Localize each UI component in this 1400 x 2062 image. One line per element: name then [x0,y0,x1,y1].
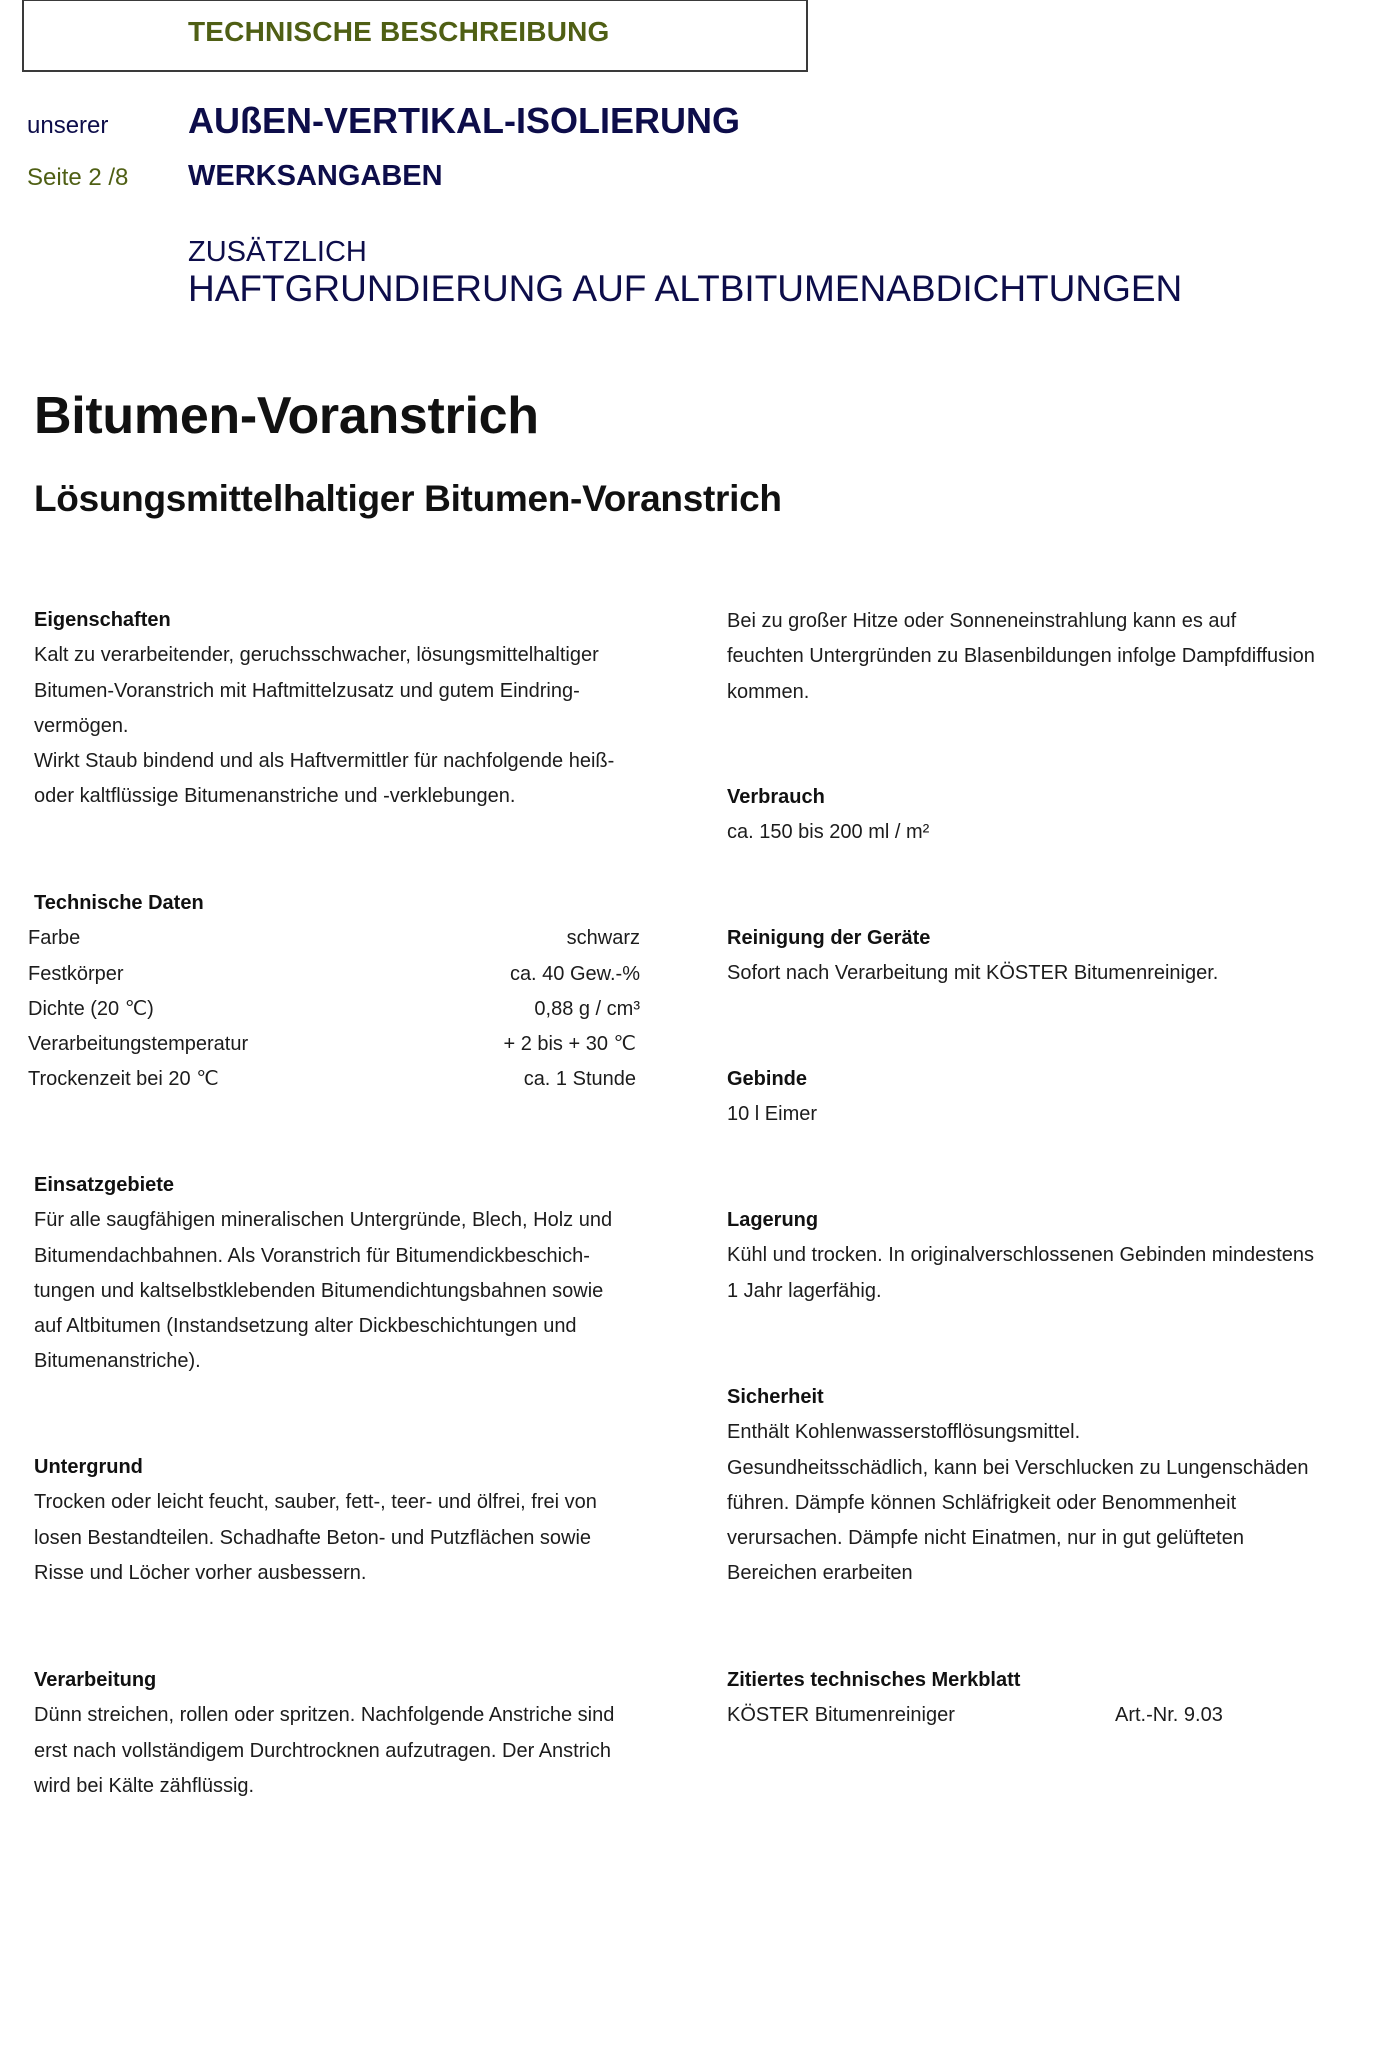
section-heading: Gebinde [727,1068,808,1090]
section-heading: Sicherheit [727,1386,824,1408]
row-value: ca. 1 Stunde [523,1068,636,1091]
text-line: verursachen. Dämpfe nicht Einatmen, nur in gut gelüfteten [727,1527,1244,1550]
subtitle: WERKSANGABEN [188,160,443,192]
text-line: 1 Jahr lagerfähig. [727,1279,882,1302]
text-line: Bereichen erarbeiten [727,1562,913,1585]
document-type-title: TECHNISCHE BESCHREIBUNG [188,16,610,47]
text-line: ca. 150 bis 200 ml / m² [727,821,930,844]
text-line: Gesundheitsschädlich, kann bei Verschlucken zu Lungenschäden [727,1456,1309,1479]
technical-data-table [28,886,640,1098]
product-subtitle: Lösungsmittelhaltiger Bitumen-Voranstrich [34,478,782,519]
section-lagerung [727,1203,1314,1309]
row-value: ca. 40 Gew.-% [509,962,640,985]
section-heading: Reinigung der Geräte [727,927,931,949]
text-line: Trocken oder leicht feucht, sauber, fett-, teer- und ölfrei, frei von [34,1491,597,1514]
row-value: schwarz [566,927,640,950]
section-heading: Technische Daten [34,892,204,914]
section-reinigung [727,921,1218,992]
text-line: feuchten Untergründen zu Blasenbildungen infolge Dampfdiffusion [727,645,1315,668]
text-line: erst nach vollständigem Durchtrocknen aufzutragen. Der Anstrich [34,1739,611,1762]
label-unserer: unserer [27,112,109,139]
section-sicherheit [727,1380,1309,1592]
row-label: Festkörper [28,962,124,985]
text-line: auf Altbitumen (Instandsetzung alter Dickbeschichtungen und [34,1315,577,1338]
text-line: Bei zu großer Hitze oder Sonneneinstrahlung kann es auf [727,610,1237,632]
section-hinweis [727,604,1315,710]
section-einsatzgebiete [34,1168,612,1380]
text-line: Bitumenanstriche). [34,1350,201,1373]
text-line: vermögen. [34,714,129,737]
text-line: Wirkt Staub bindend und als Haftvermittler für nachfolgende heiß- [34,750,615,773]
text-line: Kühl und trocken. In originalverschlossenen Gebinden mindestens [727,1244,1315,1267]
section-eigenschaften [34,603,614,815]
section-heading: Verbrauch [727,786,825,808]
addition-title: HAFTGRUNDIERUNG AUF ALTBITUMENABDICHTUNGEN [188,268,1183,309]
text-line: oder kaltflüssige Bitumenanstriche und -verklebungen. [34,785,516,808]
section-untergrund [34,1450,597,1591]
text-line: Dünn streichen, rollen oder spritzen. Nachfolgende Anstriche sind [34,1704,615,1727]
text-line: tungen und kaltselbstklebenden Bitumendichtungsbahnen sowie [34,1279,604,1302]
section-gebinde [727,1062,817,1133]
section-heading: Eigenschaften [34,609,171,631]
section-heading: Lagerung [727,1209,819,1231]
row-label: Dichte (20 ℃) [28,997,154,1020]
section-verbrauch [727,780,929,851]
text-line: Kalt zu verarbeitender, geruchsschwacher, lösungsmittelhaltiger [34,644,599,667]
table-row [28,921,640,956]
section-merkblatt [727,1663,1223,1734]
main-title: AUßEN-VERTIKAL-ISOLIERUNG [188,100,740,141]
text-line: Für alle saugfähigen mineralischen Untergründe, Blech, Holz und [34,1209,613,1232]
merkblatt-row [727,1698,1223,1733]
page-number: Seite 2 /8 [27,164,129,191]
text-line: Risse und Löcher vorher ausbessern. [34,1561,367,1584]
text-line: Enthält Kohlenwasserstofflösungsmittel. [727,1421,1081,1444]
text-line: kommen. [727,680,810,703]
table-row [28,1027,640,1062]
section-heading: Untergrund [34,1456,143,1478]
table-row [28,957,640,992]
text-line: losen Bestandteilen. Schadhafte Beton- und Putzflächen sowie [34,1526,592,1549]
row-label: Farbe [28,927,81,950]
section-heading: Einsatzgebiete [34,1174,175,1196]
text-line: Sofort nach Verarbeitung mit KÖSTER Bitumenreiniger. [727,962,1219,985]
section-heading: Verarbeitung [34,1669,157,1691]
text-line: wird bei Kälte zähflüssig. [34,1774,255,1797]
text-line: 10 l Eimer [727,1103,818,1126]
product-title: Bitumen-Voranstrich [34,387,539,445]
text-line: Bitumendachbahnen. Als Voranstrich für Bitumendickbeschich- [34,1244,590,1267]
section-heading: Zitiertes technisches Merkblatt [727,1669,1021,1691]
table-row [28,1062,640,1097]
merkblatt-name: KÖSTER Bitumenreiniger [727,1704,955,1727]
text-line: führen. Dämpfe können Schläfrigkeit oder Benommenheit [727,1491,1237,1514]
row-value: 0,88 g / cm³ [534,997,640,1020]
row-value: + 2 bis + 30 ℃ [503,1033,636,1056]
table-row [28,992,640,1027]
merkblatt-art-nr: Art.-Nr. 9.03 [1115,1704,1223,1727]
row-label: Trockenzeit bei 20 ℃ [28,1068,219,1091]
row-label: Verarbeitungstemperatur [28,1033,249,1056]
text-line: Bitumen-Voranstrich mit Haftmittelzusatz und gutem Eindring- [34,679,580,702]
section-verarbeitung [34,1663,614,1804]
addition-label: ZUSÄTZLICH [188,236,367,268]
